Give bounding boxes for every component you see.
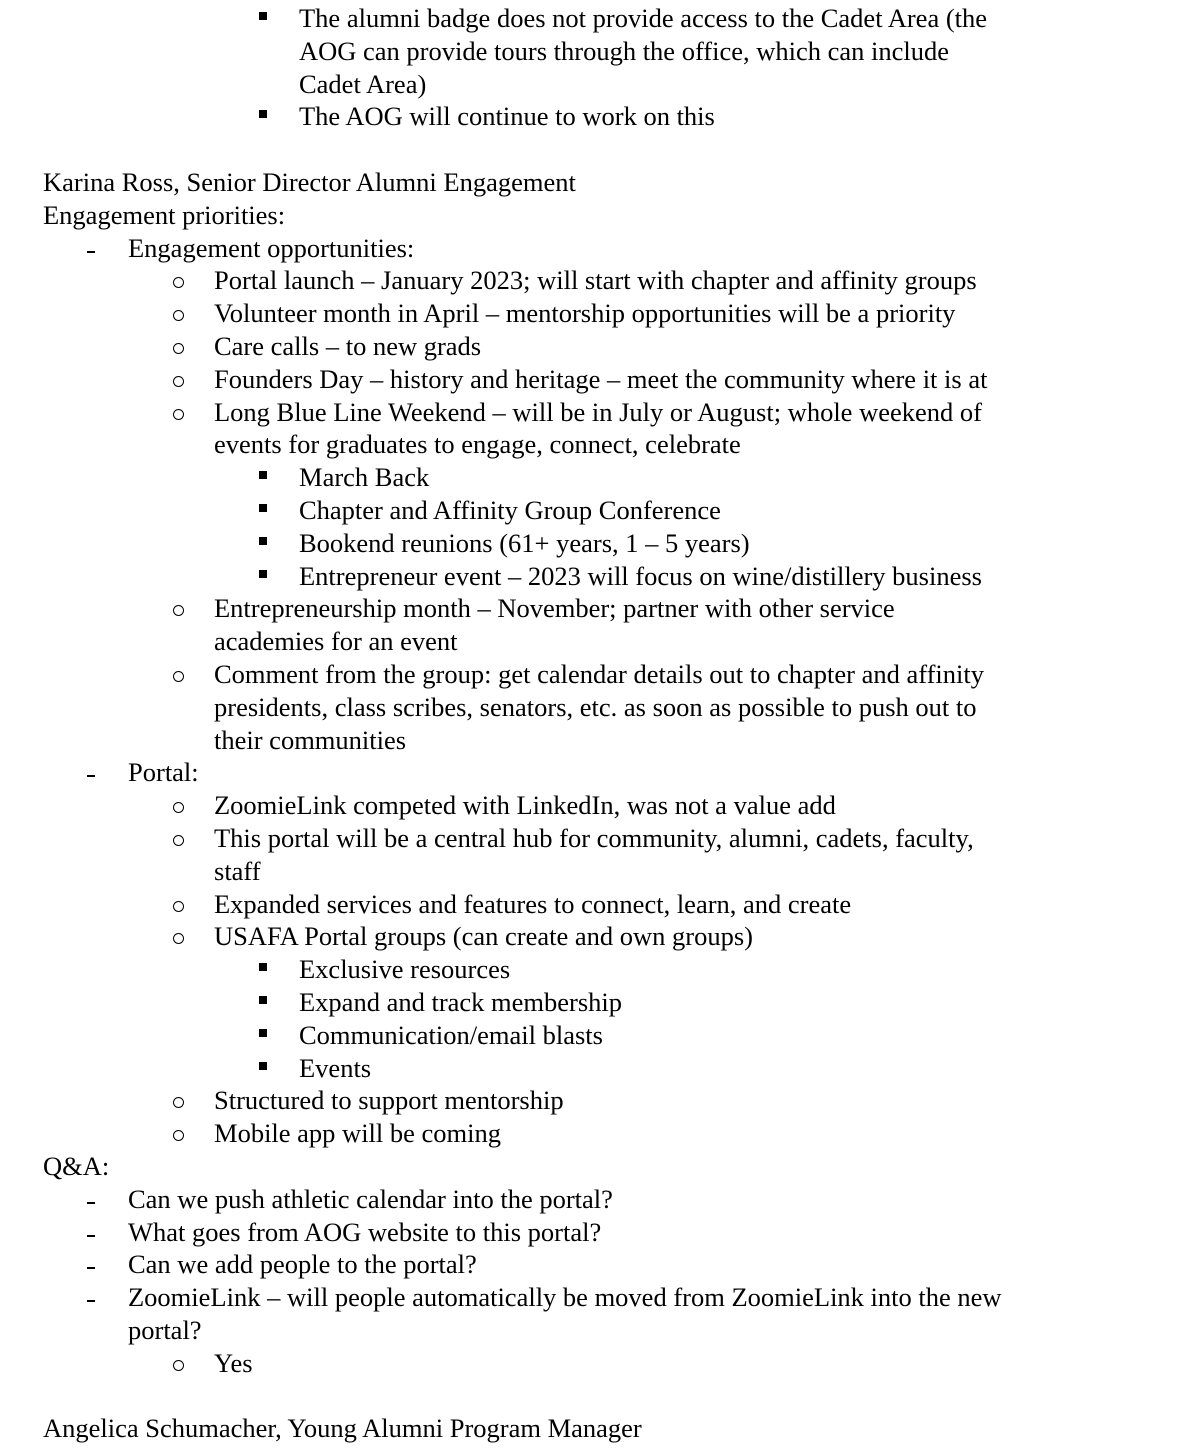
line-text: academies for an event [214, 626, 458, 657]
circle-bullet-icon [173, 376, 184, 387]
dash-bullet-icon [87, 775, 95, 777]
line-text: The AOG will continue to work on this [299, 101, 715, 132]
line-text: Volunteer month in April – mentorship opportunities will be a priority [214, 298, 956, 329]
line-text: Long Blue Line Weekend – will be in July or August; whole weekend of [214, 396, 982, 427]
line-text: staff [214, 855, 261, 886]
line-text: Expand and track membership [299, 987, 623, 1017]
line-text: portal? [128, 1315, 202, 1345]
square-bullet-icon [259, 570, 267, 578]
line-text: Structured to support mentorship [214, 1085, 564, 1116]
square-bullet-icon [259, 12, 267, 20]
line-text: Exclusive resources [299, 954, 511, 985]
line-text: Communication/email blasts [299, 1019, 603, 1050]
square-bullet-icon [259, 471, 267, 479]
circle-bullet-icon [173, 933, 184, 944]
dash-bullet-icon [87, 1202, 95, 1204]
line-text: Q&A: [43, 1151, 110, 1181]
dash-bullet-icon [87, 251, 95, 253]
square-bullet-icon [259, 996, 267, 1004]
dash-bullet-icon [87, 1235, 95, 1237]
line-text: This portal will be a central hub for community, alumni, cadets, faculty, [214, 823, 974, 853]
line-text: Portal: [128, 757, 199, 788]
dash-bullet-icon [87, 1267, 95, 1269]
line-text: Yes [214, 1347, 253, 1378]
line-text: Expanded services and features to connect, learn, and create [214, 888, 852, 919]
line-text: Can we add people to the portal? [128, 1249, 477, 1280]
circle-bullet-icon [173, 835, 184, 846]
circle-bullet-icon [173, 277, 184, 288]
line-text: March Back [299, 462, 430, 493]
line-text: AOG can provide tours through the office, which can include [299, 35, 950, 66]
circle-bullet-icon [173, 310, 184, 321]
square-bullet-icon [259, 1062, 267, 1070]
circle-bullet-icon [173, 671, 184, 682]
circle-bullet-icon [173, 343, 184, 354]
line-text: USAFA Portal groups (can create and own groups) [214, 921, 753, 952]
line-text: Cadet Area) [299, 68, 427, 99]
line-text: Chapter and Affinity Group Conference [299, 495, 721, 525]
line-text: ZoomieLink – will people automatically be moved from ZoomieLink into the new [128, 1282, 1002, 1313]
circle-bullet-icon [173, 605, 184, 616]
line-text: Entrepreneurship month – November; partner with other service [214, 593, 895, 624]
line-text: presidents, class scribes, senators, etc. as soon as possible to push out to [214, 691, 977, 722]
line-text: What goes from AOG website to this portal? [128, 1216, 602, 1247]
square-bullet-icon [259, 504, 267, 512]
square-bullet-icon [259, 537, 267, 545]
line-text: ZoomieLink competed with LinkedIn, was not a value add [214, 790, 836, 821]
circle-bullet-icon [173, 1130, 184, 1141]
line-text: Mobile app will be coming [214, 1118, 502, 1149]
line-text: Angelica Schumacher, Young Alumni Program Manager [43, 1413, 642, 1444]
line-text: Care calls – to new grads [214, 331, 482, 361]
square-bullet-icon [259, 963, 267, 971]
line-text: Events [299, 1052, 372, 1083]
circle-bullet-icon [173, 1097, 184, 1108]
line-text: Founders Day – history and heritage – meet the community where it is at [214, 363, 988, 394]
circle-bullet-icon [173, 1360, 184, 1371]
line-text: Bookend reunions (61+ years, 1 – 5 years) [299, 527, 750, 558]
dash-bullet-icon [87, 1300, 95, 1302]
line-text: their communities [214, 724, 407, 755]
square-bullet-icon [259, 1029, 267, 1037]
circle-bullet-icon [173, 409, 184, 420]
square-bullet-icon [259, 110, 267, 118]
line-text: Entrepreneur event – 2023 will focus on wine/distillery business [299, 560, 982, 591]
line-text: Portal launch – January 2023; will start with chapter and affinity groups [214, 265, 977, 296]
circle-bullet-icon [173, 802, 184, 813]
line-text: Can we push athletic calendar into the portal? [128, 1183, 613, 1214]
line-text: Karina Ross, Senior Director Alumni Engagement [43, 167, 576, 197]
line-text: Engagement opportunities: [128, 232, 415, 263]
circle-bullet-icon [173, 901, 184, 912]
line-text: The alumni badge does not provide access to the Cadet Area (the [299, 3, 988, 33]
line-text: events for graduates to engage, connect, celebrate [214, 429, 741, 460]
line-text: Engagement priorities: [43, 199, 286, 230]
line-text: Comment from the group: get calendar details out to chapter and affinity [214, 659, 984, 689]
